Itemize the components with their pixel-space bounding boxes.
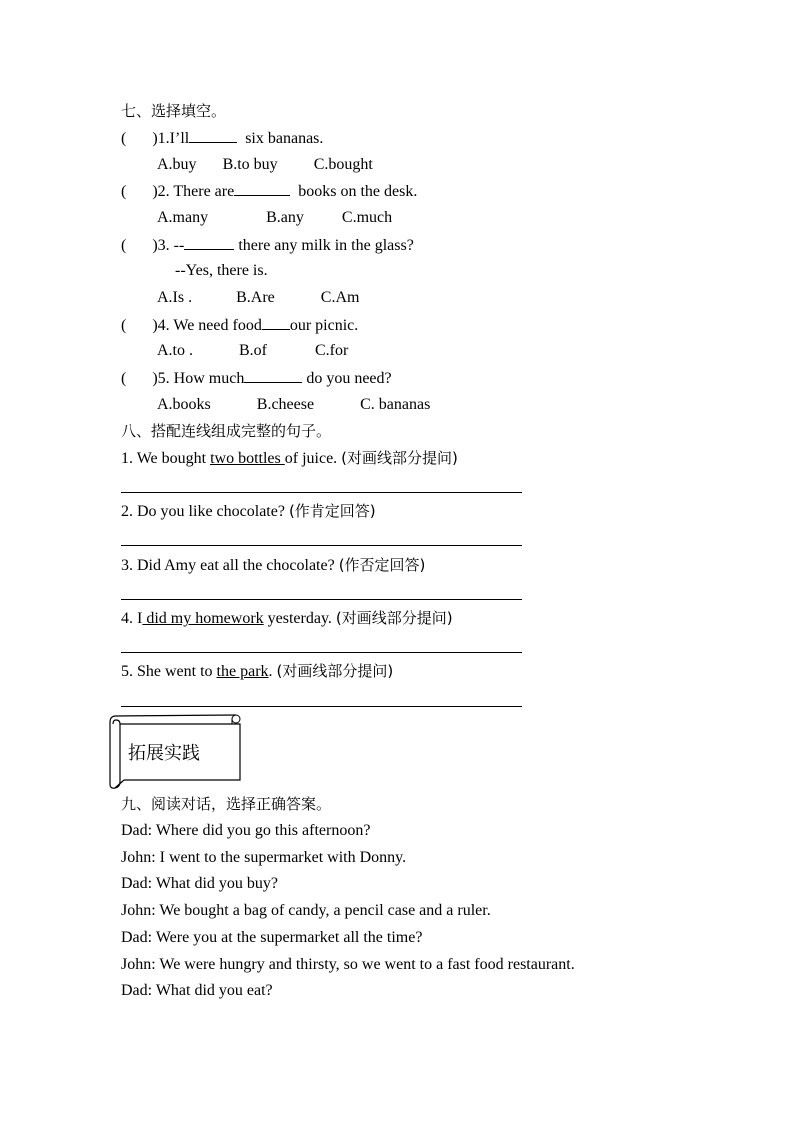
dialogue-line: John: I went to the supermarket with Donny.: [121, 849, 407, 866]
answer-line-5[interactable]: [121, 706, 522, 707]
section-7-title: 七、选择填空。: [121, 102, 227, 120]
section-banner: [106, 712, 246, 792]
answer-line-2[interactable]: [121, 545, 522, 546]
dialogue-line: Dad: Were you at the supermarket all the time?: [121, 929, 423, 946]
dialogue-line: John: We were hungry and thirsty, so we went to a fast food restaurant.: [121, 956, 575, 973]
question-4: ( )4. We need food our picnic.: [121, 317, 359, 334]
answer-blank[interactable]: [234, 181, 290, 196]
rewrite-item-5: 5. She went to the park. (对画线部分提问): [121, 662, 394, 680]
dialogue-line: John: We bought a bag of candy, a pencil case and a ruler.: [121, 902, 491, 919]
answer-line-3[interactable]: [121, 599, 522, 600]
question-5-options: A.books B.cheese C. bananas: [157, 396, 431, 413]
rewrite-item-1: 1. We bought two bottles of juice. (对画线部分提问): [121, 449, 458, 467]
question-3-options: A.Is . B.Are C.Am: [157, 289, 360, 306]
question-5: ( )5. How much do you need?: [121, 370, 392, 387]
answer-line-1[interactable]: [121, 492, 522, 493]
question-1-options: A.buy B.to buy C.bought: [157, 156, 373, 173]
answer-blank[interactable]: [189, 128, 237, 143]
question-3: ( )3. -- there any milk in the glass?: [121, 237, 414, 254]
dialogue-line: Dad: Where did you go this afternoon?: [121, 822, 371, 839]
dialogue-line: Dad: What did you buy?: [121, 875, 279, 892]
question-2-options: A.many B.any C.much: [157, 209, 393, 226]
section-9-title: 九、阅读对话，选择正确答案。: [121, 795, 332, 813]
question-3-reply: --Yes, there is.: [175, 262, 268, 279]
rewrite-item-3: 3. Did Amy eat all the chocolate? (作否定回答): [121, 556, 426, 574]
section-8-title: 八、搭配连线组成完整的句子。: [121, 422, 332, 440]
rewrite-item-4: 4. I did my homework yesterday. (对画线部分提问): [121, 609, 453, 627]
rewrite-item-2: 2. Do you like chocolate? (作肯定回答): [121, 502, 376, 520]
question-2: ( )2. There are books on the desk.: [121, 183, 418, 200]
answer-blank[interactable]: [244, 368, 302, 383]
question-1: ( )1.I’ll six bananas.: [121, 130, 324, 147]
question-4-options: A.to . B.of C.for: [157, 342, 349, 359]
answer-line-4[interactable]: [121, 652, 522, 653]
banner-label: 拓展实践: [128, 743, 200, 764]
dialogue-line: Dad: What did you eat?: [121, 982, 273, 999]
answer-blank[interactable]: [184, 235, 234, 250]
answer-blank[interactable]: [262, 315, 290, 330]
